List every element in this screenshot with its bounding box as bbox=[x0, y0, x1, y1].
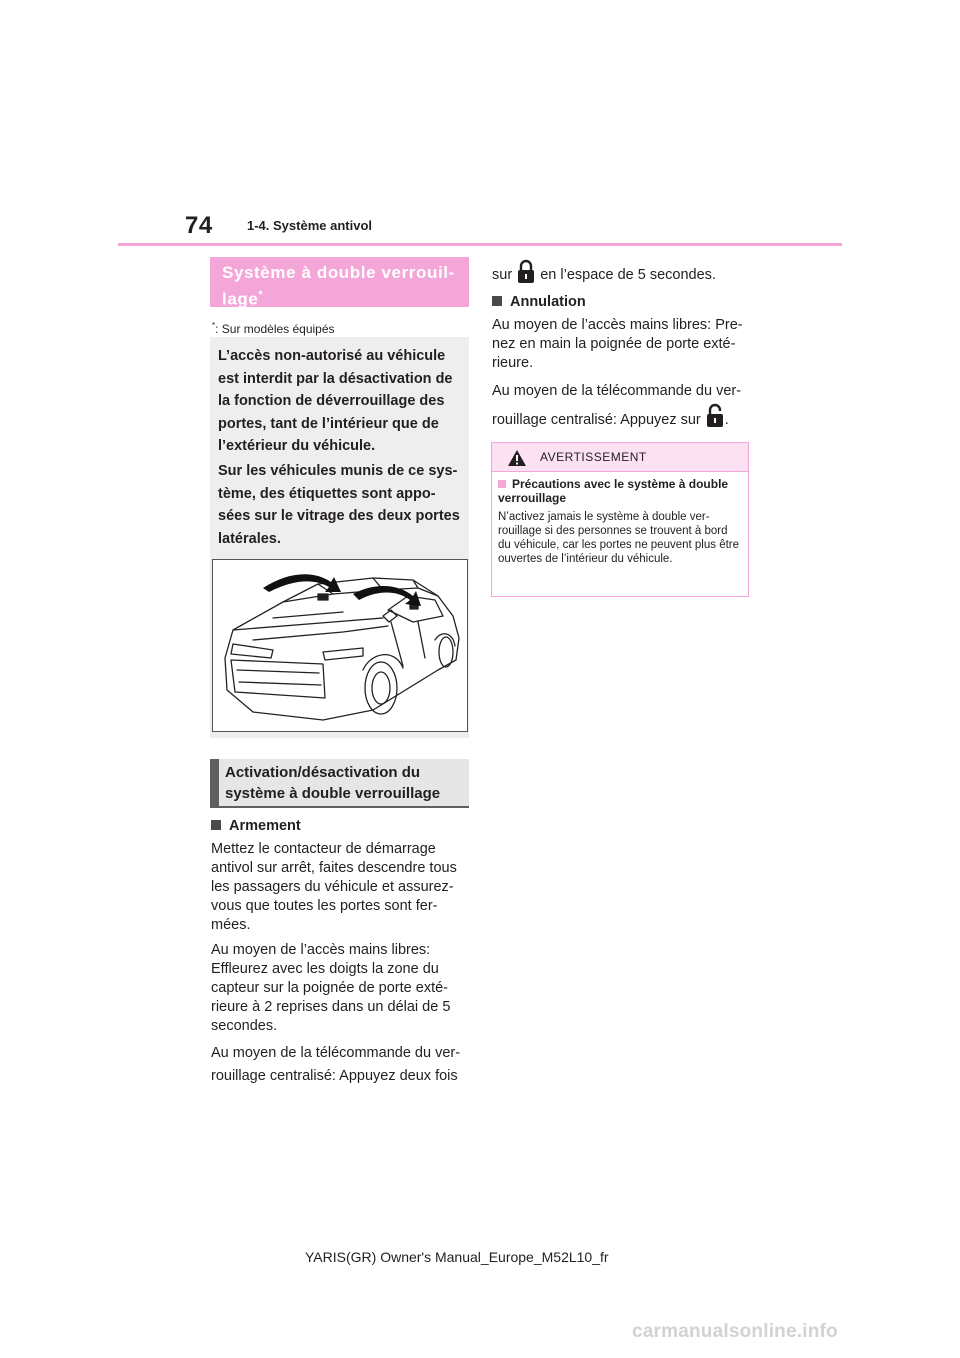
summary-paragraph-2: Sur les véhicules munis de ce sys-tème, des étiquettes sont appo-sées sur le vitrage des deux portes latérales. bbox=[218, 462, 460, 547]
summary-box bbox=[210, 337, 469, 738]
cancel-paragraph-2: Au moyen de la télécommande du ver-rouillage centralisé: Appuyez sur . bbox=[492, 379, 750, 437]
bullet-square-icon bbox=[211, 820, 221, 830]
arming-body bbox=[211, 840, 466, 1094]
header-rule bbox=[118, 243, 842, 246]
arming-paragraph-2: Au moyen de l’accès mains libres: Effleurez avec les doigts la zone du capteur sur la poignée de porte exté-rieure à 2 reprises dans un délai de 5 secondes. bbox=[211, 942, 451, 1034]
manual-footer: YARIS(GR) Owner's Manual_Europe_M52L10_fr bbox=[305, 1249, 609, 1265]
warning-triangle-icon bbox=[507, 449, 527, 472]
footnote: *: Sur modèles équipés bbox=[212, 321, 335, 336]
arming-heading: Armement bbox=[211, 818, 301, 834]
unlock-icon bbox=[705, 403, 725, 437]
double-lock-title: Système à double verrouil-lage* bbox=[222, 263, 455, 309]
cancel-heading: Annulation bbox=[492, 294, 586, 310]
summary-paragraph-1: L’accès non-autorisé au véhicule est interdit par la désactivation de la fonction de déverrouillage des portes, tant de l’intérieur que de l’extérieur du véhicule. bbox=[218, 348, 453, 455]
page-number: 74 bbox=[185, 212, 213, 239]
double-lock-title-box bbox=[210, 257, 469, 307]
bullet-square-icon bbox=[498, 480, 506, 488]
arming-paragraph-1: Mettez le contacteur de démarrage antivol sur arrêt, faites descendre tous les passagers du véhicule et assurez-vous que toutes les portes sont fer-mées. bbox=[211, 841, 457, 933]
lock-icon bbox=[516, 259, 536, 291]
bullet-square-icon bbox=[492, 296, 502, 306]
activation-heading-box bbox=[210, 759, 469, 808]
warning-subheading: Précautions avec le système à double verrouillage bbox=[498, 477, 729, 505]
warning-label: AVERTISSEMENT bbox=[540, 450, 647, 464]
arming-continuation: sur en l’espace de 5 secondes. bbox=[492, 259, 750, 291]
activation-title: Activation/désactivation du système à double verrouillage bbox=[225, 764, 441, 802]
cancel-paragraph-1: Au moyen de l’accès mains libres: Pre-nez en main la poignée de porte exté-rieure. bbox=[492, 317, 743, 371]
car-illustration bbox=[212, 559, 468, 732]
warning-box bbox=[491, 442, 749, 597]
cancel-body bbox=[492, 316, 750, 443]
summary-text bbox=[218, 345, 466, 550]
warning-body: N’activez jamais le système à double ver-rouillage si des personnes se trouvent à bord du véhicule, car les portes ne peuvent plus être ouvertes de l’intérieur du véhicule. bbox=[498, 511, 740, 565]
arming-paragraph-3: Au moyen de la télécommande du ver-rouillage centralisé: Appuyez deux fois bbox=[211, 1045, 461, 1084]
section-heading: 1-4. Système antivol bbox=[247, 218, 372, 233]
car-drawing-icon bbox=[213, 560, 467, 731]
warning-header bbox=[492, 443, 748, 472]
watermark: carmanualsonline.info bbox=[632, 1321, 838, 1342]
